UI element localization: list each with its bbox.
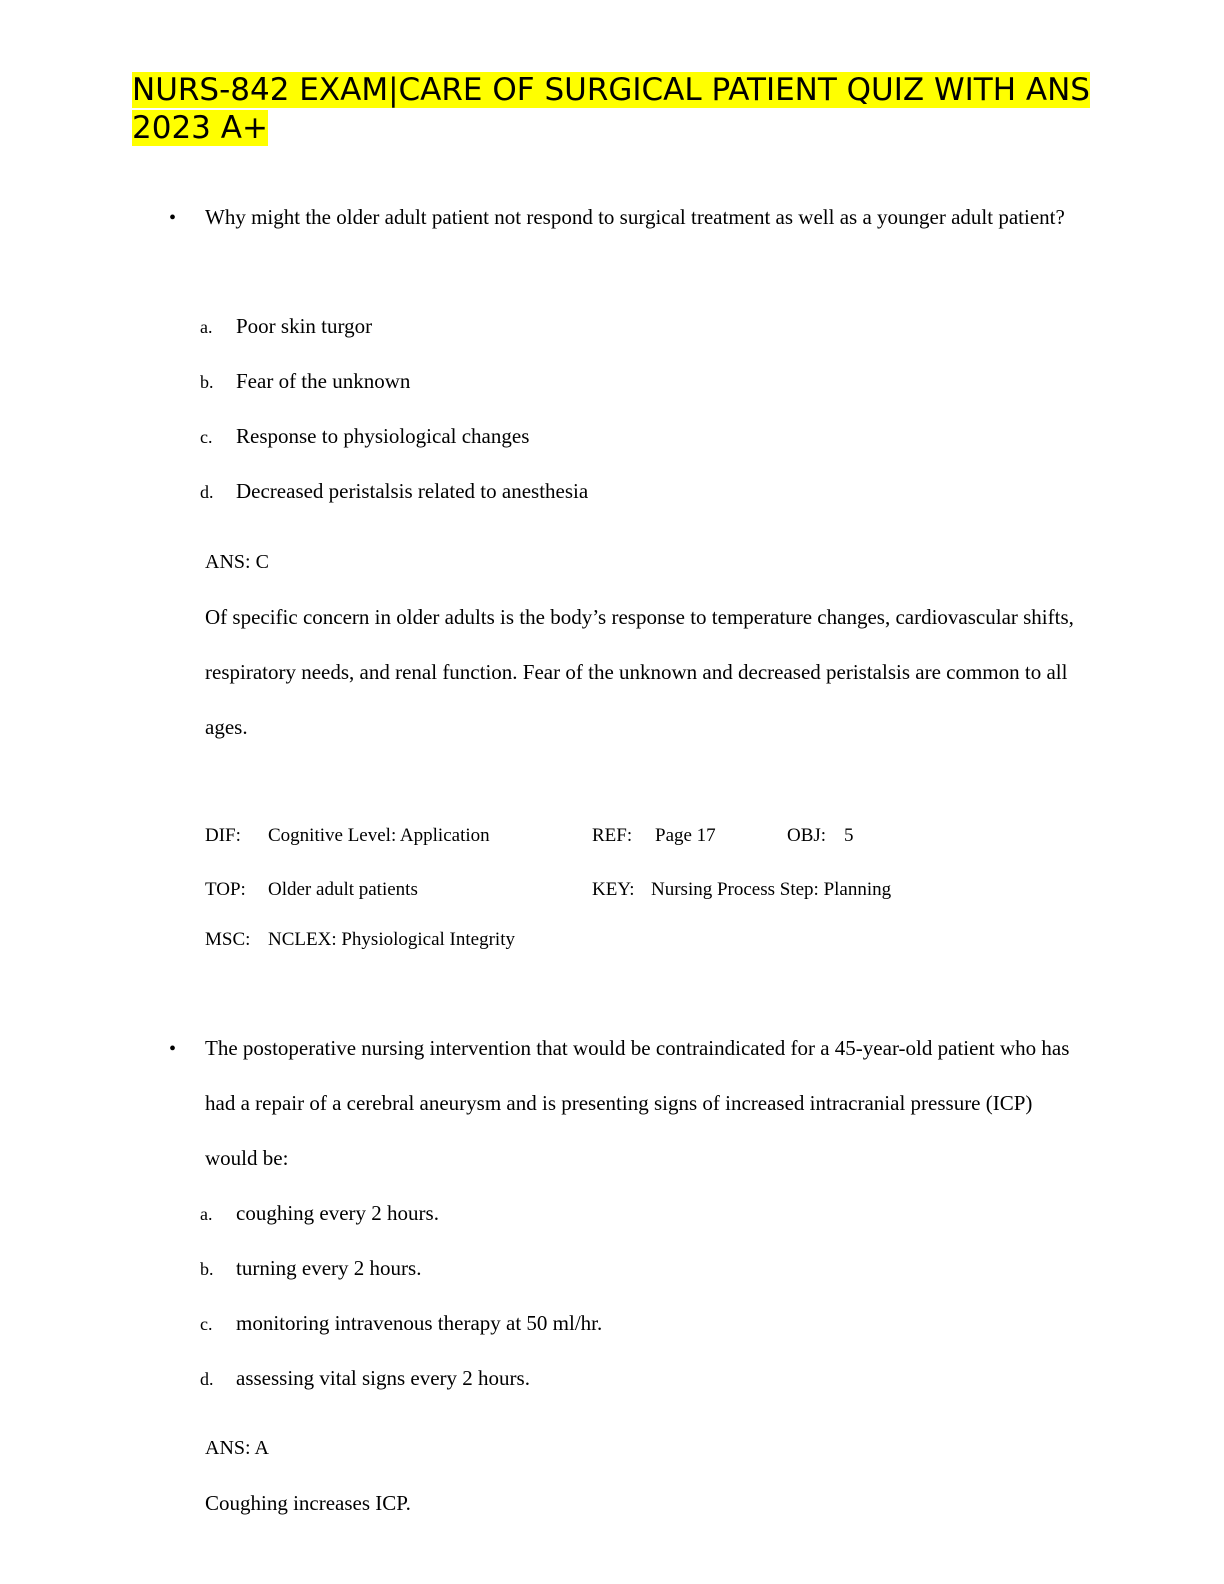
option-letter: c.	[200, 427, 213, 447]
option-letter: d.	[200, 1369, 214, 1389]
question-1-answer: ANS: C	[205, 551, 269, 573]
meta-msc-label: MSC:	[205, 929, 251, 950]
question-2-option-d	[200, 1364, 530, 1393]
question-1-stem: Why might the older adult patient not respond to surgical treatment as well as a younger adult patient?	[205, 205, 1065, 229]
meta-ref-value: Page 17	[655, 825, 716, 846]
option-letter: b.	[200, 1259, 214, 1279]
meta-dif-label: DIF:	[205, 825, 241, 846]
question-1-rationale: Of specific concern in older adults is the body’s response to temperature changes, cardiovascular shifts, respiratory needs, and renal function. Fear of the unknown and decreased peristalsis are common to all ages.	[205, 605, 1074, 739]
question-1-option-b	[200, 367, 410, 396]
option-text: Poor skin turgor	[236, 314, 373, 338]
page-title	[132, 71, 1092, 147]
meta-key-value: Nursing Process Step: Planning	[651, 879, 892, 900]
meta-msc-value: NCLEX: Physiological Integrity	[268, 929, 515, 950]
meta-key-label: KEY:	[592, 879, 635, 900]
question-2-option-b	[200, 1254, 421, 1283]
meta-ref-label: REF:	[592, 825, 633, 846]
question-2-answer: ANS: A	[205, 1437, 269, 1459]
meta-obj-value: 5	[844, 825, 854, 846]
option-letter: a.	[200, 1204, 213, 1224]
question-2-bullet: •	[169, 1038, 177, 1060]
question-2-stem: The postoperative nursing intervention that would be contraindicated for a 45-year-old patient who has had a repair of a cerebral aneurysm and is presenting signs of increased intracranial pressure (ICP) would be:	[205, 1036, 1070, 1170]
question-1-option-a	[200, 312, 372, 341]
question-2-option-a	[200, 1199, 439, 1228]
option-text: Decreased peristalsis related to anesthesia	[236, 479, 589, 503]
option-text: turning every 2 hours.	[236, 1256, 422, 1280]
question-1-option-d	[200, 477, 588, 506]
meta-top-label: TOP:	[205, 879, 246, 900]
option-letter: d.	[200, 482, 214, 502]
option-letter: c.	[200, 1314, 213, 1334]
option-text: coughing every 2 hours.	[236, 1201, 439, 1225]
question-2-option-c	[200, 1309, 602, 1338]
option-letter: b.	[200, 372, 214, 392]
question-1-option-c	[200, 422, 529, 451]
question-1-bullet: •	[169, 207, 177, 229]
option-letter: a.	[200, 317, 213, 337]
question-2-rationale: Coughing increases ICP.	[205, 1491, 411, 1515]
option-text: Fear of the unknown	[236, 369, 411, 393]
option-text: monitoring intravenous therapy at 50 ml/hr.	[236, 1311, 603, 1335]
option-text: assessing vital signs every 2 hours.	[236, 1366, 530, 1390]
page-title-text: NURS-842 EXAM|CARE OF SURGICAL PATIENT QUIZ WITH ANS 2023 A+	[132, 72, 1090, 146]
meta-top-value: Older adult patients	[268, 879, 418, 900]
option-text: Response to physiological changes	[236, 424, 530, 448]
meta-dif-value: Cognitive Level: Application	[268, 825, 490, 846]
meta-obj-label: OBJ:	[787, 825, 827, 846]
